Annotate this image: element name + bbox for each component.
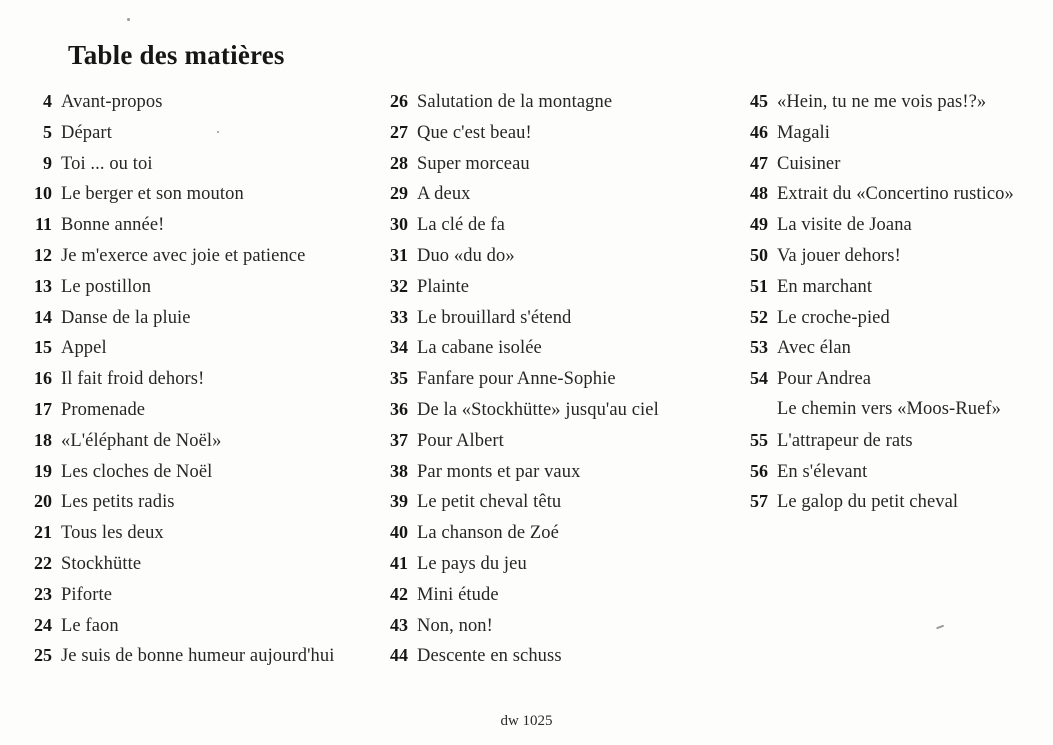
page-number: 16 <box>34 368 52 389</box>
page-number: 45 <box>750 91 768 111</box>
contents-entry <box>0 456 370 487</box>
contents-entry <box>716 456 1053 487</box>
contents-entry <box>356 178 726 209</box>
contents-entry <box>716 332 1053 363</box>
contents-entry <box>0 394 370 425</box>
contents-entry <box>356 548 726 579</box>
piece-title: Va jouer dehors! <box>777 245 901 266</box>
piece-title: Pour Andrea <box>777 369 872 390</box>
piece-title: Le postillon <box>61 276 152 297</box>
piece-title: Promenade <box>61 399 146 420</box>
footer-code: dw 1025 <box>500 713 553 729</box>
page-number: 57 <box>750 491 768 512</box>
piece-title: La chanson de Zoé <box>417 523 559 544</box>
piece-title: Il fait froid dehors! <box>61 369 205 390</box>
page-number: 30 <box>390 214 408 235</box>
contents-entry <box>356 332 726 363</box>
contents-entry <box>716 178 1053 209</box>
contents-entry <box>716 302 1053 333</box>
contents-entry <box>0 548 370 579</box>
page-number: 22 <box>34 552 52 573</box>
piece-title: Salutation de la montagne <box>417 92 613 112</box>
contents-entry <box>0 302 370 333</box>
piece-title: L'attrapeur de rats <box>777 430 913 451</box>
page-number: 55 <box>750 429 768 450</box>
contents-entry <box>716 86 1053 117</box>
contents-entry <box>716 240 1053 271</box>
contents-entry <box>0 517 370 548</box>
piece-title: Tous les deux <box>61 523 164 544</box>
piece-title: Fanfare pour Anne-Sophie <box>417 369 616 390</box>
contents-entry <box>0 579 370 610</box>
contents-entry <box>0 117 370 148</box>
scan-speck <box>936 625 944 629</box>
piece-title: Le berger et son mouton <box>61 184 244 205</box>
contents-column-2 <box>356 86 726 671</box>
contents-entry <box>0 486 370 517</box>
piece-title: Les cloches de Noël <box>61 461 213 482</box>
piece-title: Piforte <box>61 584 113 605</box>
piece-title: A deux <box>417 184 471 205</box>
piece-title: En s'élevant <box>777 461 868 482</box>
page-number: 21 <box>34 522 52 543</box>
page-number: 24 <box>34 614 52 635</box>
page-number: 11 <box>34 214 52 235</box>
contents-entry <box>0 86 370 117</box>
piece-title: Le brouillard s'étend <box>417 307 572 328</box>
contents-entry <box>716 425 1053 456</box>
page-number: 46 <box>750 121 768 142</box>
piece-title: Le croche-pied <box>777 307 890 328</box>
contents-entry <box>356 86 726 117</box>
contents-entry <box>716 117 1053 148</box>
piece-title: De la «Stockhütte» jusqu'au ciel <box>417 399 659 420</box>
piece-title: La clé de fa <box>417 215 505 236</box>
piece-title: Le chemin vers «Moos-Ruef» <box>777 398 1002 419</box>
piece-title: Par monts et par vaux <box>417 461 581 482</box>
page-number: 27 <box>390 121 408 142</box>
page-number: 39 <box>390 491 408 512</box>
contents-entry <box>0 271 370 302</box>
contents-entry <box>356 363 726 394</box>
contents-entry <box>0 209 370 240</box>
page-number: 40 <box>390 522 408 543</box>
page-number: 50 <box>750 244 768 265</box>
contents-entry <box>356 148 726 179</box>
contents-entry <box>0 148 370 179</box>
page-number: 9 <box>43 152 52 173</box>
page-number: 13 <box>34 275 52 296</box>
contents-column-1 <box>0 86 370 671</box>
piece-title: Descente en schuss <box>417 646 562 667</box>
contents-entry <box>716 363 1053 394</box>
page-number: 29 <box>390 183 408 204</box>
piece-title: «L'éléphant de Noël» <box>61 430 222 451</box>
contents-entry <box>0 610 370 641</box>
contents-entry <box>356 486 726 517</box>
contents-entry <box>716 148 1053 179</box>
page-number: 20 <box>34 491 52 512</box>
contents-entry <box>716 271 1053 302</box>
page-number: 17 <box>34 398 52 419</box>
page-number: 51 <box>750 275 768 296</box>
piece-title: Pour Albert <box>417 430 504 451</box>
page-number: 44 <box>390 645 408 666</box>
contents-entry <box>356 240 726 271</box>
contents-entry <box>356 610 726 641</box>
page-number: 18 <box>34 429 52 450</box>
piece-title: La cabane isolée <box>417 338 542 359</box>
page-number: 23 <box>34 583 52 604</box>
piece-title: Non, non! <box>417 615 493 636</box>
piece-title: Danse de la pluie <box>61 307 191 328</box>
contents-entry <box>0 640 370 671</box>
contents-entry <box>0 332 370 363</box>
piece-title: Je suis de bonne humeur aujourd'hui <box>61 646 335 667</box>
piece-title: Je m'exerce avec joie et patience <box>61 245 306 266</box>
contents-entry <box>716 394 1053 425</box>
contents-entry <box>356 517 726 548</box>
contents-entry <box>356 425 726 456</box>
piece-title: Cuisiner <box>777 153 841 174</box>
page-number: 15 <box>34 337 52 358</box>
contents-entry <box>716 209 1053 240</box>
contents-entry <box>0 178 370 209</box>
contents-entry <box>716 486 1053 517</box>
page-number: 10 <box>34 183 52 204</box>
piece-title: Avec élan <box>777 338 851 359</box>
page-number: 38 <box>390 460 408 481</box>
piece-title: «Hein, tu ne me vois pas!?» <box>777 92 987 112</box>
contents-entry <box>356 456 726 487</box>
page-number: 25 <box>34 645 52 666</box>
contents-entry <box>0 363 370 394</box>
piece-title: Toi ... ou toi <box>61 153 153 174</box>
page-number: 56 <box>750 460 768 481</box>
contents-entry <box>356 640 726 671</box>
page-number: 33 <box>390 306 408 327</box>
page-number: 28 <box>390 152 408 173</box>
contents-entry <box>356 271 726 302</box>
piece-title: Mini étude <box>417 584 499 605</box>
page-number: 12 <box>34 244 52 265</box>
contents-entry <box>356 302 726 333</box>
piece-title: Stockhütte <box>61 553 142 574</box>
piece-title: Appel <box>61 338 107 359</box>
piece-title: En marchant <box>777 276 873 297</box>
contents-entry <box>356 117 726 148</box>
piece-title: Super morceau <box>417 153 530 174</box>
piece-title: Extrait du «Concertino rustico» <box>777 184 1014 205</box>
piece-title: Que c'est beau! <box>417 122 532 143</box>
piece-title: Duo «du do» <box>417 245 515 266</box>
piece-title: La visite de Joana <box>777 215 912 236</box>
piece-title: Plainte <box>417 276 470 297</box>
scan-speck <box>127 18 130 21</box>
contents-column-3 <box>716 86 1053 517</box>
contents-entry <box>0 425 370 456</box>
page-number: 54 <box>750 368 768 389</box>
piece-title: Bonne année! <box>61 215 165 236</box>
piece-title: Départ <box>61 122 112 143</box>
page-number: 43 <box>390 614 408 635</box>
page-number: 48 <box>750 183 768 204</box>
page-number: 42 <box>390 583 408 604</box>
piece-title: Magali <box>777 122 831 143</box>
page-number: 26 <box>390 91 408 111</box>
page-number: 31 <box>390 244 408 265</box>
page-number: 14 <box>34 306 52 327</box>
page-title: Table des matières <box>68 40 285 70</box>
page-number: 52 <box>750 306 768 327</box>
page-number: 36 <box>390 398 408 419</box>
contents-entry <box>356 209 726 240</box>
piece-title: Le galop du petit cheval <box>777 492 959 513</box>
page-number: 53 <box>750 337 768 358</box>
page-number: 41 <box>390 552 408 573</box>
piece-title: Le petit cheval têtu <box>417 492 562 513</box>
page-number: 49 <box>750 214 768 235</box>
page-number: 4 <box>43 91 52 111</box>
contents-entry <box>0 240 370 271</box>
contents-entry <box>356 579 726 610</box>
scan-speck <box>217 131 219 133</box>
page-number: 47 <box>750 152 768 173</box>
piece-title: Le faon <box>61 615 119 636</box>
page-number: 35 <box>390 368 408 389</box>
page-number: 34 <box>390 337 408 358</box>
page-number: 5 <box>43 121 52 142</box>
page-number: 37 <box>390 429 408 450</box>
piece-title: Le pays du jeu <box>417 553 527 574</box>
piece-title: Avant-propos <box>61 92 163 112</box>
page-number: 32 <box>390 275 408 296</box>
page-number: 19 <box>34 460 52 481</box>
piece-title: Les petits radis <box>61 492 175 513</box>
contents-entry <box>356 394 726 425</box>
